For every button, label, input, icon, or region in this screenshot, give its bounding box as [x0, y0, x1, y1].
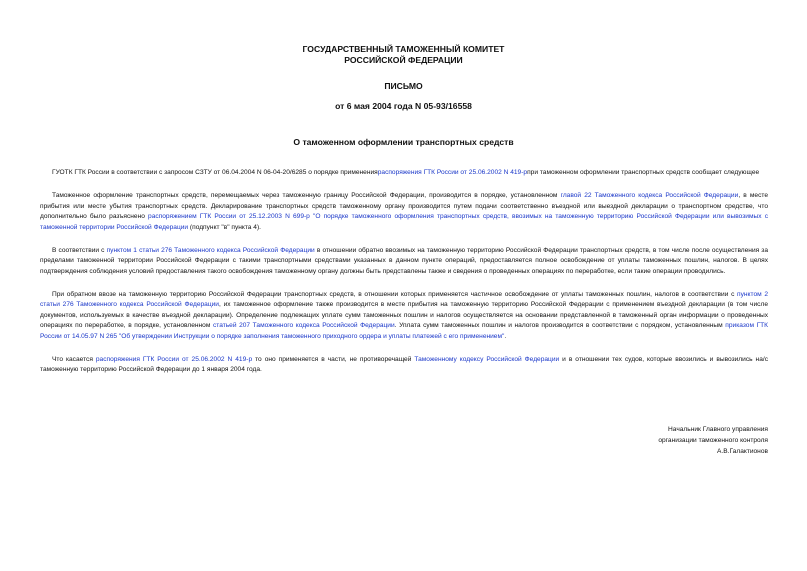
paragraph-2 [40, 191, 768, 233]
org-name-line2: РОССИЙСКОЙ ФЕДЕРАЦИИ [344, 55, 463, 65]
link-article-276-point-1[interactable]: пунктом 1 статьи 276 Таможенного кодекса Российской Федерации [106, 246, 315, 254]
paragraph-text: и в отношении тех судов, которые ввозились и вывозились на/с таможенную территорию Российской Федерации до 1 января 2004 года. [40, 355, 768, 373]
org-name-line1: ГОСУДАРСТВЕННЫЙ ТАМОЖЕННЫЙ КОМИТЕТ [302, 44, 505, 54]
signatory-title-line1: Начальник Главного управления [668, 426, 768, 433]
paragraph-text: (подпункт "в" пункта 4). [188, 223, 262, 231]
paragraph-1 [40, 168, 768, 179]
paragraph-text: ГУОТК ГТК России в соответствии с запросом СЗТУ от 06.04.2004 N 06-04-20/6285 о порядке применения [52, 169, 378, 176]
link-order-419[interactable]: распоряжения ГТК России от 25.06.2002 N 419-р [95, 355, 253, 363]
paragraph-text: При обратном ввозе на таможенную территорию Российской Федерации транспортных средств, в отношении которых применяется частичное освобождение от уплаты таможенных пошлин, налогов в соответствии с [52, 290, 738, 298]
paragraph-text: . [504, 332, 507, 340]
paragraph-text: Таможенное оформление транспортных средств, перемещаемых через таможенную границу Российской Федерации, производится в порядке, установленном [52, 192, 561, 199]
paragraph-text: , их таможенное оформление также производится в месте прибытия на таможенную территорию Российской Федерации с применением въездной декларации (в том числе документов, используемых в качестве въездной декларации). Определение подлежащих уплате сумм таможенных пошлин и налогов осуществляется на основании представленной в таможенный орган информации о проведенных операциях по переработке, в порядке, установленном [40, 301, 768, 329]
link-order-699[interactable]: распоряжением ГТК России от 25.12.2003 N 699-р "О порядке таможенного оформления транспортных средств, ввозимых на таможенную территорию Российской Федерации или вывозимых с таможенной территории Российской Федерации [40, 213, 768, 231]
link-customs-code-chapter-22[interactable]: главой 22 Таможенного кодекса Российской Федерации [560, 192, 739, 199]
paragraph-text: Что касается [52, 355, 96, 363]
paragraph-text: при таможенном оформлении транспортных средств сообщает следующее [527, 169, 760, 176]
link-customs-code[interactable]: Таможенному кодексу Российской Федерации [414, 355, 560, 363]
signatory-name: А.В.Галактионов [717, 448, 768, 455]
paragraph-4 [40, 290, 768, 343]
paragraph-text: . Уплата сумм таможенных пошлин и налогов производится в соответствии с порядком, установленным [394, 322, 726, 329]
document-subject: О таможенном оформлении транспортных средств [293, 137, 514, 147]
paragraph-text: , в месте прибытия или месте убытия транспортных средств. Декларирование транспортных средств таможенному органу производится путем подачи соответственно въездной или выездной декларации о транспортном средстве, что дополнительно было разъяснено [40, 192, 768, 220]
paragraph-5 [40, 355, 768, 376]
signatory-title-line2: организации таможенного контроля [658, 437, 768, 444]
paragraph-3 [40, 246, 768, 278]
issuing-organization [0, 44, 807, 66]
link-order-265[interactable]: приказом ГТК России от 14.05.97 N 265 "Об утверждении Инструкции о порядке заполнения таможенного приходного ордера и уплаты платежей с его применением" [40, 322, 769, 340]
letter-body [40, 168, 768, 388]
paragraph-text: в отношении обратно ввозимых на таможенную территорию Российской Федерации транспортных средств, в том числе после осуществления за пределами таможенной территории Российской Федерации с такими транспортными средствами указанных в данном пункте операций, предоставляется полное освобождение от уплаты таможенных пошлин, налогов. В целях подтверждения соблюдения условий предоставления такого освобождения таможенному органу должны быть представлены также и сведения о проведенных операциях по переработке, если такие операции проводились. [40, 246, 768, 275]
paragraph-text: В соответствии с [52, 246, 107, 254]
paragraph-text: то оно применяется в части, не противоречащей [252, 355, 415, 363]
document-type: ПИСЬМО [384, 81, 423, 91]
link-article-276-point-2[interactable]: пунктом 2 статьи 276 Таможенного кодекса Российской Федерации [40, 290, 768, 308]
document-date-number: от 6 мая 2004 года N 05-93/16558 [335, 101, 472, 111]
link-article-207[interactable]: статьей 207 Таможенного кодекса Российской Федерации [212, 322, 395, 329]
link-order-419[interactable]: распоряжения ГТК России от 25.06.2002 N 419-р [377, 169, 528, 176]
signature-block [658, 424, 768, 457]
